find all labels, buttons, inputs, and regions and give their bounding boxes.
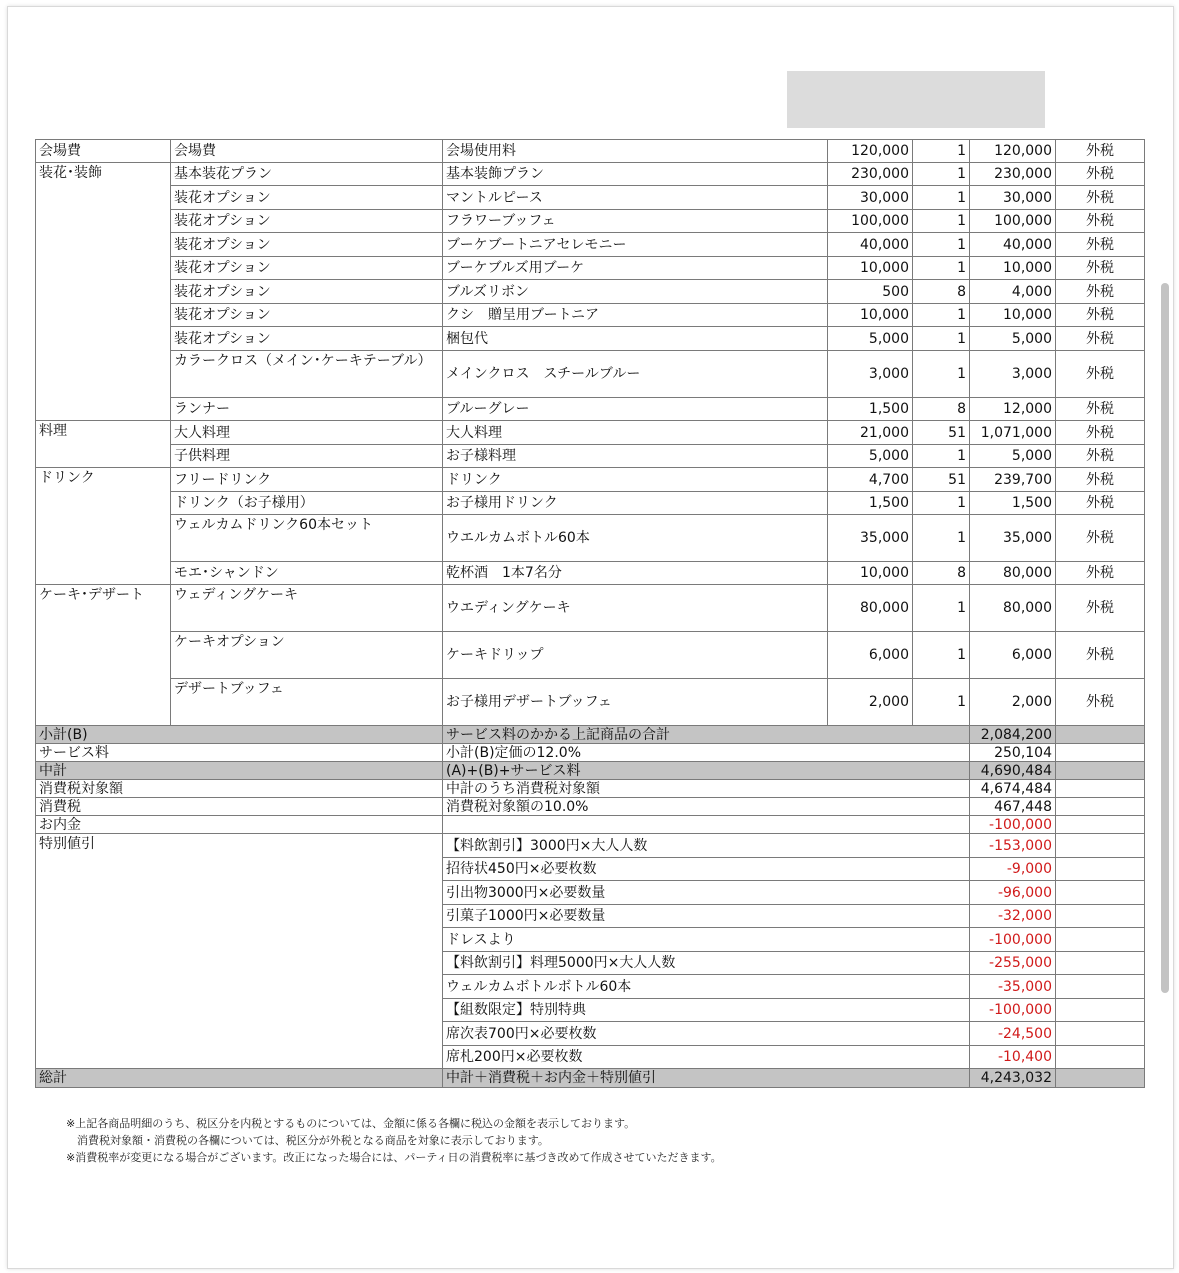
tax-cell: 外税 [1056, 468, 1145, 492]
discount-desc: ドレスより [443, 928, 970, 952]
summary-desc [443, 816, 970, 834]
table-row [36, 163, 1145, 186]
table-row [36, 186, 1145, 210]
summary-amount: 250,104 [970, 744, 1056, 762]
tax-cell: 外税 [1056, 186, 1145, 210]
item-cell: ウェルカムドリンク60本セット [171, 515, 443, 562]
qty-cell: 1 [913, 327, 970, 351]
price-cell: 100,000 [828, 210, 913, 233]
summary-amount: 467,448 [970, 798, 1056, 816]
discount-empty [1056, 928, 1145, 952]
qty-cell: 1 [913, 679, 970, 726]
estimate-table [35, 139, 1145, 1088]
qty-cell: 8 [913, 398, 970, 421]
summary-label: 消費税対象額 [36, 780, 443, 798]
price-cell: 21,000 [828, 421, 913, 445]
discount-amount: -255,000 [970, 952, 1056, 975]
footnotes [66, 1115, 1146, 1166]
item-cell: 装花オプション [171, 257, 443, 280]
summary-desc: 中計のうち消費税対象額 [443, 780, 970, 798]
summary-empty [1056, 726, 1145, 744]
item-cell: 基本装花プラン [171, 163, 443, 186]
summary-amount: -100,000 [970, 816, 1056, 834]
item-cell: 装花オプション [171, 280, 443, 304]
amount-cell: 80,000 [970, 585, 1056, 632]
table-row [36, 210, 1145, 233]
item-cell: 会場費 [171, 140, 443, 163]
amount-cell: 3,000 [970, 351, 1056, 398]
category-cell: 料理 [36, 421, 171, 468]
desc-cell: ブルーグレー [443, 398, 828, 421]
qty-cell: 1 [913, 304, 970, 327]
discount-empty [1056, 834, 1145, 858]
summary-label: 中計 [36, 762, 443, 780]
table-row [36, 679, 1145, 726]
price-cell: 3,000 [828, 351, 913, 398]
subtotal-row [36, 726, 1145, 744]
tax-row [36, 798, 1145, 816]
item-cell: 装花オプション [171, 304, 443, 327]
discount-empty [1056, 975, 1145, 999]
grand-total-row [36, 1069, 1145, 1088]
summary-empty [1056, 744, 1145, 762]
price-cell: 10,000 [828, 304, 913, 327]
discount-amount: -10,400 [970, 1046, 1056, 1069]
item-cell: フリードリンク [171, 468, 443, 492]
summary-desc: サービス料のかかる上記商品の合計 [443, 726, 970, 744]
service-fee-row [36, 744, 1145, 762]
tax-cell: 外税 [1056, 515, 1145, 562]
desc-cell: メインクロス スチールブルー [443, 351, 828, 398]
discount-amount: -153,000 [970, 834, 1056, 858]
discount-label: 特別値引 [36, 834, 443, 1069]
price-cell: 5,000 [828, 327, 913, 351]
desc-cell: 梱包代 [443, 327, 828, 351]
table-row [36, 398, 1145, 421]
summary-desc: 小計(B)定価の12.0% [443, 744, 970, 762]
discount-empty [1056, 952, 1145, 975]
amount-cell: 35,000 [970, 515, 1056, 562]
category-cell: 装花･装飾 [36, 163, 171, 421]
table-row [36, 562, 1145, 585]
discount-desc: 招待状450円×必要枚数 [443, 858, 970, 881]
item-cell: 子供料理 [171, 445, 443, 468]
discount-empty [1056, 858, 1145, 881]
tax-cell: 外税 [1056, 398, 1145, 421]
table-row [36, 327, 1145, 351]
price-cell: 6,000 [828, 632, 913, 679]
amount-cell: 120,000 [970, 140, 1056, 163]
table-row [36, 515, 1145, 562]
price-cell: 35,000 [828, 515, 913, 562]
discount-desc: 引菓子1000円×必要数量 [443, 905, 970, 928]
summary-amount: 4,690,484 [970, 762, 1056, 780]
total-amount: 4,243,032 [970, 1069, 1056, 1088]
qty-cell: 1 [913, 163, 970, 186]
discount-empty [1056, 905, 1145, 928]
discount-desc: 【組数限定】特別特典 [443, 999, 970, 1022]
tax-cell: 外税 [1056, 562, 1145, 585]
desc-cell: ブーケブルズ用ブーケ [443, 257, 828, 280]
qty-cell: 1 [913, 140, 970, 163]
discount-row [36, 834, 1145, 858]
amount-cell: 10,000 [970, 257, 1056, 280]
qty-cell: 1 [913, 445, 970, 468]
qty-cell: 1 [913, 492, 970, 515]
tax-cell: 外税 [1056, 351, 1145, 398]
item-cell: ドリンク（お子様用） [171, 492, 443, 515]
qty-cell: 51 [913, 468, 970, 492]
summary-empty [1056, 780, 1145, 798]
table-row [36, 585, 1145, 632]
tax-cell: 外税 [1056, 304, 1145, 327]
discount-desc: 席札200円×必要枚数 [443, 1046, 970, 1069]
amount-cell: 30,000 [970, 186, 1056, 210]
tax-cell: 外税 [1056, 140, 1145, 163]
discount-empty [1056, 881, 1145, 905]
category-cell: ドリンク [36, 468, 171, 585]
discount-amount: -9,000 [970, 858, 1056, 881]
price-cell: 5,000 [828, 445, 913, 468]
table-row [36, 304, 1145, 327]
discount-amount: -100,000 [970, 999, 1056, 1022]
footnote-line: 消費税対象額・消費税の各欄については、税区分が外税となる商品を対象に表示しております。 [66, 1134, 549, 1147]
tax-cell: 外税 [1056, 257, 1145, 280]
summary-empty [1056, 762, 1145, 780]
amount-cell: 1,071,000 [970, 421, 1056, 445]
discount-amount: -32,000 [970, 905, 1056, 928]
midtotal-row [36, 762, 1145, 780]
amount-cell: 6,000 [970, 632, 1056, 679]
tax-cell: 外税 [1056, 492, 1145, 515]
qty-cell: 1 [913, 585, 970, 632]
discount-desc: 引出物3000円×必要数量 [443, 881, 970, 905]
tax-cell: 外税 [1056, 163, 1145, 186]
footnote-line: ※消費税率が変更になる場合がございます。改正になった場合には、パーティ日の消費税率に基づき改めて作成させていただきます。 [66, 1151, 722, 1164]
footnote-line: ※上記各商品明細のうち、税区分を内税とするものについては、金額に係る各欄に税込の金額を表示しております。 [66, 1117, 636, 1130]
discount-amount: -100,000 [970, 928, 1056, 952]
discount-desc: 席次表700円×必要枚数 [443, 1022, 970, 1046]
tax-cell: 外税 [1056, 679, 1145, 726]
price-cell: 40,000 [828, 233, 913, 257]
amount-cell: 10,000 [970, 304, 1056, 327]
item-cell: 装花オプション [171, 210, 443, 233]
amount-cell: 1,500 [970, 492, 1056, 515]
price-cell: 10,000 [828, 257, 913, 280]
summary-label: 小計(B) [36, 726, 443, 744]
table-row [36, 233, 1145, 257]
amount-cell: 230,000 [970, 163, 1056, 186]
table-row [36, 351, 1145, 398]
price-cell: 120,000 [828, 140, 913, 163]
item-cell: 大人料理 [171, 421, 443, 445]
discount-amount: -96,000 [970, 881, 1056, 905]
desc-cell: 基本装飾プラン [443, 163, 828, 186]
deposit-row [36, 816, 1145, 834]
price-cell: 4,700 [828, 468, 913, 492]
summary-empty [1056, 798, 1145, 816]
total-desc: 中計＋消費税＋お内金＋特別値引 [443, 1069, 970, 1088]
tax-cell: 外税 [1056, 585, 1145, 632]
table-row [36, 421, 1145, 445]
table-row [36, 445, 1145, 468]
qty-cell: 1 [913, 210, 970, 233]
summary-amount: 2,084,200 [970, 726, 1056, 744]
summary-desc: (A)+(B)+サービス料 [443, 762, 970, 780]
discount-empty [1056, 1022, 1145, 1046]
qty-cell: 1 [913, 186, 970, 210]
tax-cell: 外税 [1056, 632, 1145, 679]
amount-cell: 12,000 [970, 398, 1056, 421]
price-cell: 30,000 [828, 186, 913, 210]
table-row [36, 140, 1145, 163]
discount-empty [1056, 1046, 1145, 1069]
tax-cell: 外税 [1056, 421, 1145, 445]
desc-cell: フラワーブッフェ [443, 210, 828, 233]
desc-cell: ブーケブートニアセレモニー [443, 233, 828, 257]
item-cell: 装花オプション [171, 233, 443, 257]
summary-empty [1056, 816, 1145, 834]
desc-cell: ブルズリボン [443, 280, 828, 304]
qty-cell: 1 [913, 351, 970, 398]
taxable-row [36, 780, 1145, 798]
amount-cell: 100,000 [970, 210, 1056, 233]
qty-cell: 1 [913, 257, 970, 280]
qty-cell: 8 [913, 562, 970, 585]
desc-cell: お子様用デザートブッフェ [443, 679, 828, 726]
discount-amount: -24,500 [970, 1022, 1056, 1046]
desc-cell: マントルピース [443, 186, 828, 210]
qty-cell: 1 [913, 233, 970, 257]
summary-label: サービス料 [36, 744, 443, 762]
amount-cell: 2,000 [970, 679, 1056, 726]
desc-cell: 大人料理 [443, 421, 828, 445]
amount-cell: 80,000 [970, 562, 1056, 585]
table-row [36, 492, 1145, 515]
discount-empty [1056, 999, 1145, 1022]
desc-cell: お子様料理 [443, 445, 828, 468]
price-cell: 10,000 [828, 562, 913, 585]
category-cell: 会場費 [36, 140, 171, 163]
summary-label: お内金 [36, 816, 443, 834]
discount-desc: 【料飲割引】3000円×大人人数 [443, 834, 970, 858]
tax-cell: 外税 [1056, 280, 1145, 304]
tax-cell: 外税 [1056, 445, 1145, 468]
scrollbar[interactable] [1161, 283, 1169, 993]
price-cell: 80,000 [828, 585, 913, 632]
tax-cell: 外税 [1056, 233, 1145, 257]
table-row [36, 257, 1145, 280]
qty-cell: 1 [913, 515, 970, 562]
item-cell: 装花オプション [171, 327, 443, 351]
desc-cell: ドリンク [443, 468, 828, 492]
price-cell: 1,500 [828, 398, 913, 421]
qty-cell: 1 [913, 632, 970, 679]
item-cell: モエ･シャンドン [171, 562, 443, 585]
summary-amount: 4,674,484 [970, 780, 1056, 798]
amount-cell: 5,000 [970, 445, 1056, 468]
amount-cell: 40,000 [970, 233, 1056, 257]
summary-desc: 消費税対象額の10.0% [443, 798, 970, 816]
item-cell: 装花オプション [171, 186, 443, 210]
item-cell: デザートブッフェ [171, 679, 443, 726]
table-row [36, 280, 1145, 304]
amount-cell: 5,000 [970, 327, 1056, 351]
price-cell: 230,000 [828, 163, 913, 186]
table-row [36, 632, 1145, 679]
qty-cell: 51 [913, 421, 970, 445]
amount-cell: 4,000 [970, 280, 1056, 304]
desc-cell: 乾杯酒 1本7名分 [443, 562, 828, 585]
item-cell: ウェディングケーキ [171, 585, 443, 632]
desc-cell: ウエルカムボトル60本 [443, 515, 828, 562]
discount-desc: ウェルカムボトルボトル60本 [443, 975, 970, 999]
category-cell: ケーキ･デザート [36, 585, 171, 726]
qty-cell: 8 [913, 280, 970, 304]
discount-desc: 【料飲割引】料理5000円×大人人数 [443, 952, 970, 975]
summary-label: 消費税 [36, 798, 443, 816]
desc-cell: クシ 贈呈用ブートニア [443, 304, 828, 327]
price-cell: 500 [828, 280, 913, 304]
tax-cell: 外税 [1056, 327, 1145, 351]
table-row [36, 468, 1145, 492]
item-cell: ケーキオプション [171, 632, 443, 679]
desc-cell: ケーキドリップ [443, 632, 828, 679]
price-cell: 1,500 [828, 492, 913, 515]
tax-cell: 外税 [1056, 210, 1145, 233]
item-cell: カラークロス（メイン･ケーキテーブル） [171, 351, 443, 398]
desc-cell: お子様用ドリンク [443, 492, 828, 515]
desc-cell: ウエディングケーキ [443, 585, 828, 632]
price-cell: 2,000 [828, 679, 913, 726]
amount-cell: 239,700 [970, 468, 1056, 492]
redacted-area [787, 71, 1045, 128]
item-cell: ランナー [171, 398, 443, 421]
total-empty [1056, 1069, 1145, 1088]
desc-cell: 会場使用料 [443, 140, 828, 163]
total-label: 総計 [36, 1069, 443, 1088]
discount-amount: -35,000 [970, 975, 1056, 999]
